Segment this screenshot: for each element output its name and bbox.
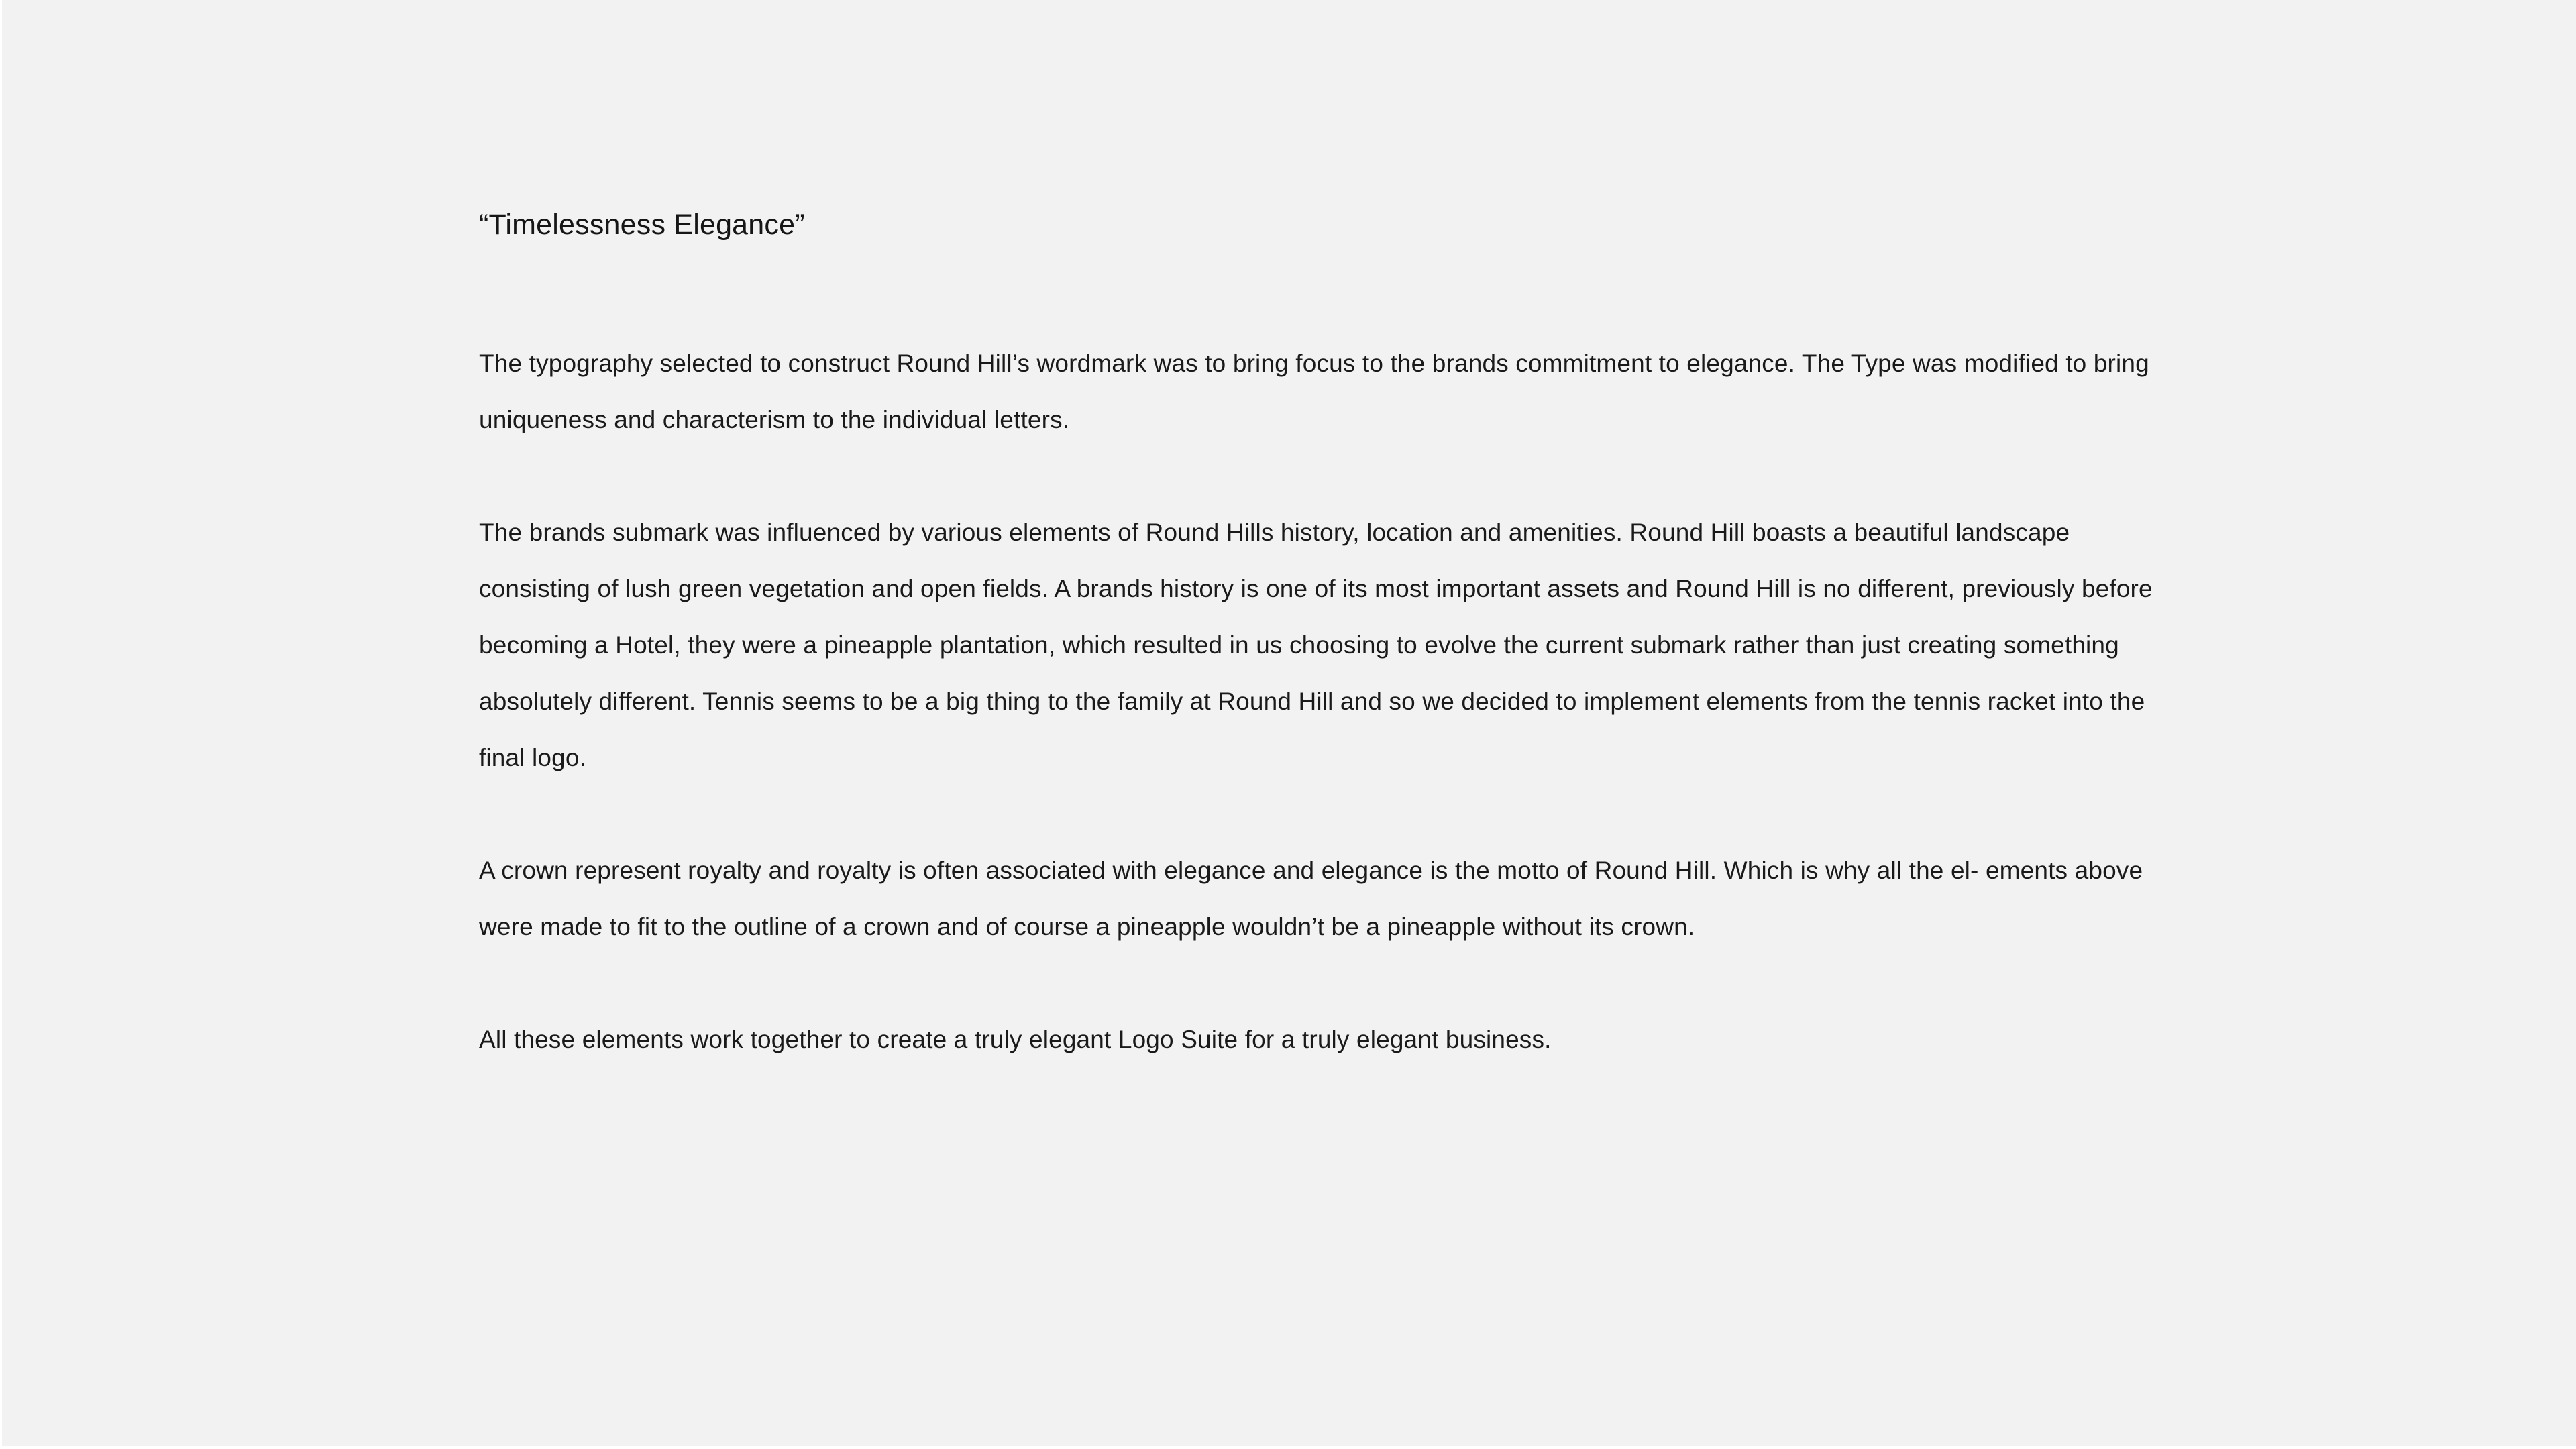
page-title: “Timelessness Elegance” — [479, 209, 805, 241]
paragraph-summary: All these elements work together to create a truly elegant Logo Suite for a truly elegant business. — [479, 1026, 1552, 1053]
page-edge-bottom — [0, 1446, 2576, 1449]
paragraph-wordmark: The typography selected to construct Round Hill’s wordmark was to bring focus to the brands commitment to elegance. The Type was modified to bring uniqueness and characterism to the individual letters. — [479, 350, 2149, 433]
text-block — [479, 201, 2163, 1068]
page-edge-left — [0, 0, 2, 1449]
paragraph-submark: The brands submark was influenced by various elements of Round Hills history, location and amenities. Round Hill boasts a beautiful landscape consisting of lush green vegetation and open fields. A brands history is one of its most important assets and Round Hill is no different, previously before becoming a Hotel, they were a pineapple plantation, which resulted in us choosing to evolve the current submark rather than just creating something absolutely different. Tennis seems to be a big thing to the family at Round Hill and so we decided to implement elements from the tennis racket into the final logo. — [479, 519, 2153, 771]
paragraph-crown: A crown represent royalty and royalty is often associated with elegance and elegance is the motto of Round Hill. Which is why all the el- ements above were made to fit to the outline of a crown and of course a pineapple wouldn’t be a pineapple without its crown. — [479, 857, 2143, 941]
